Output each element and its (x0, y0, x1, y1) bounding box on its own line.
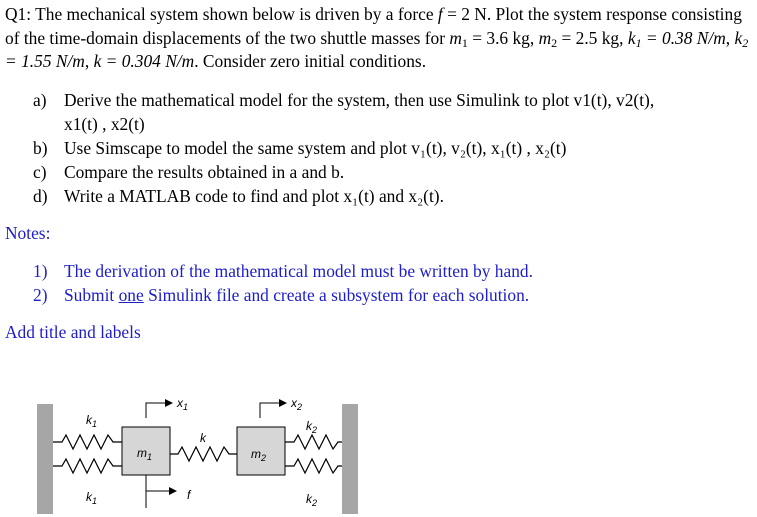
notes-footer: Add title and labels (5, 322, 141, 342)
left-wall (37, 404, 53, 514)
right-wall (342, 404, 358, 514)
spring-k2-bottom (285, 459, 342, 473)
x1-label: $x_1$ (177, 396, 189, 412)
f-label: f (187, 488, 191, 502)
k2-top-label: $k_2$ (306, 419, 318, 435)
spring-k (170, 447, 237, 461)
question-label: Q1 (5, 4, 27, 24)
k-label: k (200, 431, 206, 445)
spring-k1-bottom (53, 459, 122, 473)
question-text: Q1: The mechanical system shown below is driven by a force f = 2 N. Plot the system response consisting of the time-domain displacements of the two shuttle masses for $m_1 = 3.6$ kg, $m_2 = 2.5$ kg, $k_1 = 0.38$ N/m, $k_2 = 1.55$ N/m, k = 0.304 N/m. Consider zero initial conditions. (5, 4, 749, 71)
k1-top-label: $k_1$ (86, 413, 98, 429)
x1-displacement-arrow (146, 403, 172, 418)
x2-displacement-arrow (260, 403, 286, 418)
spring-k1-top (53, 435, 122, 449)
notes-heading: Notes: (5, 223, 51, 243)
k2-bottom-label: $k_2$ (306, 492, 318, 508)
k1-bottom-label: $k_1$ (86, 490, 98, 506)
spring-k2-top (285, 435, 342, 449)
mechanical-system-diagram (0, 380, 757, 517)
page: Q1: The mechanical system shown below is driven by a force f = 2 N. Plot the system response consisting of the time-domain displacements of the two shuttle masses for $m_1 = 3.6$ kg, $m_2 = 2.5$ kg, $k_1 = 0.38$ N/m, $k_2 = 1.55$ N/m, k = 0.304 N/m. Consider zero initial conditions. a) Derive the mathematical model for the system, then use Simulink to plot v1(t), v2(t), x1(t) , x2(t) b) Use Simscape to model the same system and plot v₁(t), v₂(t), x₁(t) , x₂(t) c) Compare the results obtained in a and b. d) Write a MATLAB code to find and plot x₁(t) and x₂(t). Notes: 1) The derivation of the mathematical model must be written by hand. 2) Submit one Simulink file and create a subsystem for each solution. Add title and labels $x_1$ $x_2$ $k_1$ $k_1$ $k_2$ $k_2$ k $m_1$ $m_2$ f (0, 0, 757, 517)
mass-m2 (237, 427, 285, 475)
x2-label: $x_2$ (291, 396, 303, 412)
m1-label: $m_1$ (137, 446, 153, 462)
m2-label: $m_2$ (251, 447, 267, 463)
